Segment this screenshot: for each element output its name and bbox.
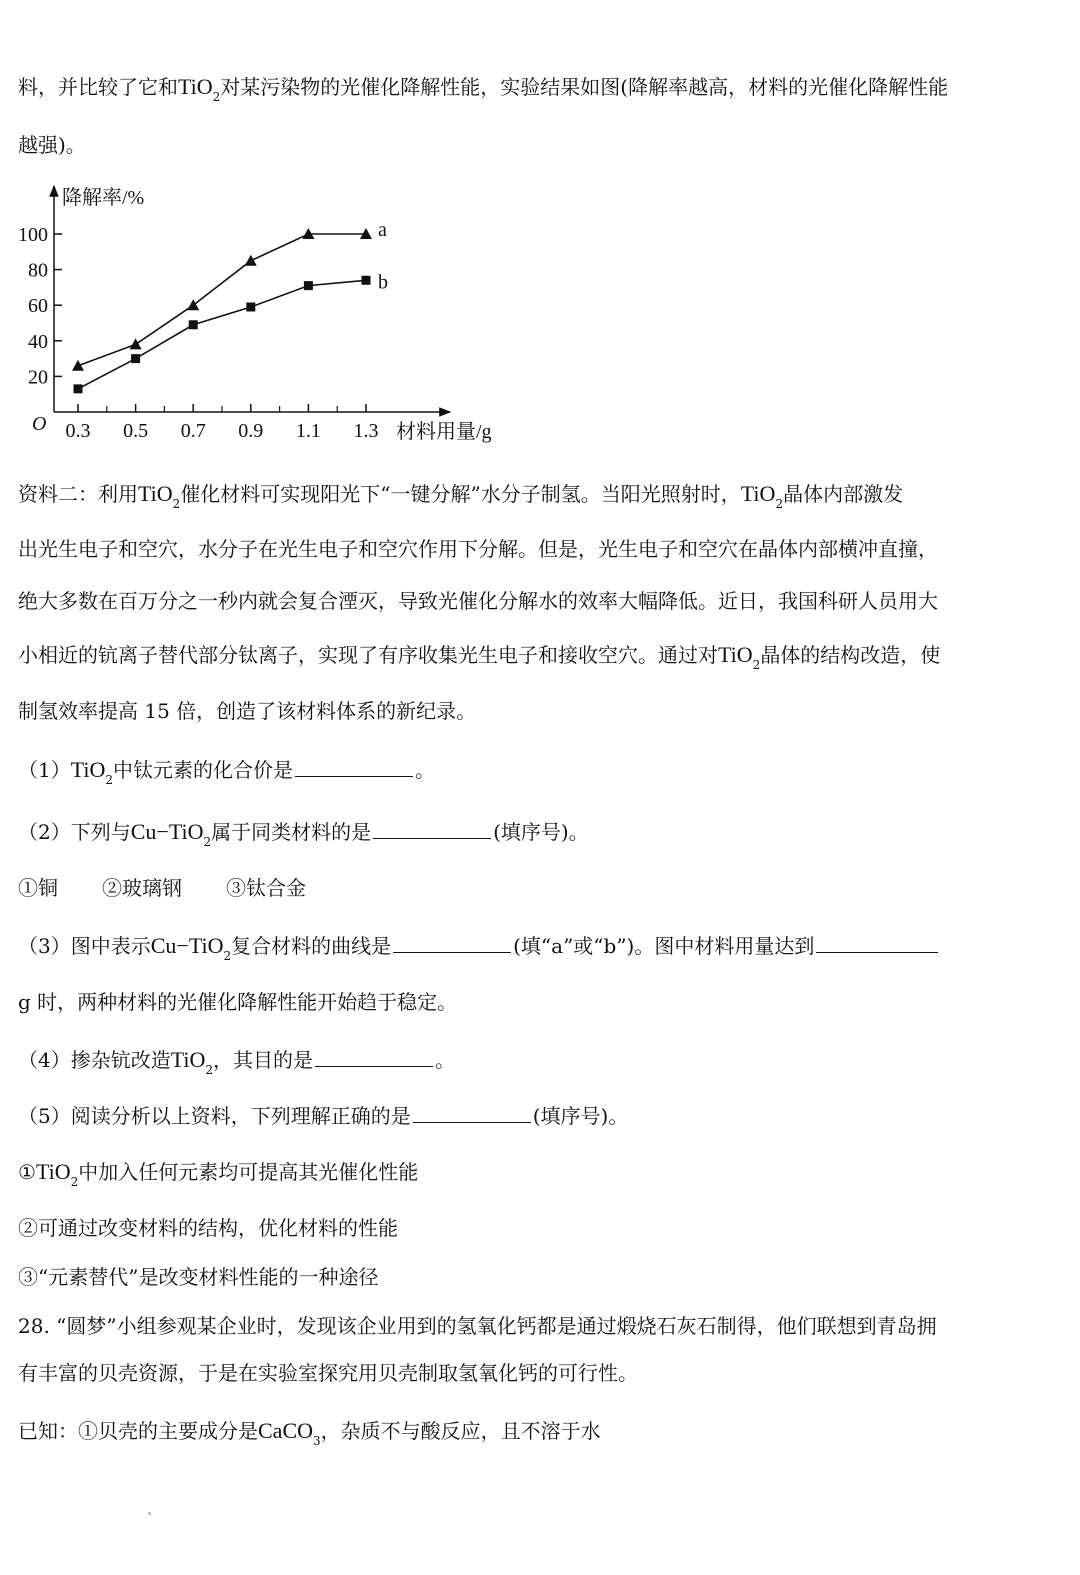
- question-3-cont: g 时，两种材料的光催化降解性能开始趋于稳定。: [18, 990, 458, 1014]
- data-point-b: [131, 354, 140, 363]
- y-tick-label: 20: [28, 366, 48, 389]
- x-tick-label: 0.7: [180, 420, 206, 442]
- question-5-option-1: [18, 1157, 1040, 1190]
- answer-blank[interactable]: [393, 930, 511, 953]
- answer-blank[interactable]: [295, 754, 413, 777]
- series-line-b: [78, 280, 366, 389]
- scan-speck: [148, 1512, 151, 1515]
- text-segment: 属于同类材料的是: [211, 820, 372, 844]
- subscript: 2: [105, 773, 114, 787]
- text-segment: ，杂质不与酸反应，且不溶于水: [320, 1419, 601, 1443]
- origin-label: O: [32, 413, 47, 435]
- x-tick-label: 1.1: [295, 420, 321, 442]
- text-segment: （1）: [18, 758, 71, 782]
- subscript: 2: [205, 1063, 214, 1077]
- series-line-a: [78, 234, 366, 366]
- text-segment: 资料二：利用: [18, 482, 138, 506]
- data-point-b: [304, 281, 313, 290]
- y-tick-label: 100: [18, 224, 48, 246]
- chem-formula: Cu−TiO: [150, 933, 224, 958]
- subscript: 2: [203, 835, 212, 849]
- data-point-b: [189, 320, 198, 329]
- text-segment: 。: [415, 758, 436, 782]
- chem-formula: TiO: [718, 642, 753, 667]
- answer-blank[interactable]: [816, 930, 938, 953]
- chem-formula: TiO: [170, 1047, 206, 1072]
- y-tick-label: 80: [28, 259, 48, 282]
- question-28-line: 有丰富的贝壳资源，于是在实验室探究用贝壳制取氢氧化钙的可行性。: [18, 1361, 638, 1385]
- text-segment: 已知：①贝壳的主要成分是: [18, 1419, 258, 1443]
- subscript: 2: [752, 658, 761, 672]
- option-item: ③钛合金: [226, 876, 306, 900]
- degradation-chart: [0, 180, 520, 450]
- question-28-known: [18, 1416, 1040, 1449]
- option-item: ①铜: [18, 876, 58, 900]
- question-28-line: 28. “圆梦”小组参观某企业时，发现该企业用到的氢氧化钙都是通过煅烧石灰石制得，他们联想到青岛拥: [18, 1314, 937, 1338]
- text-segment: （2）下列与: [18, 820, 131, 844]
- paragraph-line: 绝大多数在百万分之一秒内就会复合湮灭，导致光催化分解水的效率大幅降低。近日，我国科研人员用大: [18, 589, 938, 613]
- data-point-b: [362, 276, 371, 285]
- y-tick-label: 40: [28, 330, 48, 353]
- text-segment: 对某污染物的光催化降解性能，实验结果如图(降解率越高，材料的光催化降解性能: [220, 75, 949, 99]
- text-segment: （5）阅读分析以上资料，下列理解正确的是: [18, 1104, 411, 1128]
- data-point-a: [187, 299, 199, 310]
- question-5-option-3: ③“元素替代”是改变材料性能的一种途径: [18, 1265, 379, 1289]
- chem-formula: TiO: [178, 74, 213, 99]
- x-tick-label: 1.3: [353, 420, 379, 442]
- text-segment: （3）图中表示: [18, 934, 151, 958]
- text-segment: 小相近的钪离子替代部分钛离子，实现了有序收集光生电子和接收空穴。通过对: [18, 643, 718, 667]
- subscript: 2: [172, 497, 181, 511]
- data-point-a: [72, 360, 84, 371]
- chem-formula: TiO: [138, 481, 173, 506]
- data-point-b: [246, 302, 255, 311]
- subscript: 2: [70, 1175, 79, 1189]
- paragraph-line: 制氢效率提高 15 倍，创造了该材料体系的新纪录。: [18, 699, 477, 723]
- text-segment: （4）掺杂钪改造: [18, 1048, 171, 1072]
- paragraph-line: 越强)。: [18, 133, 86, 157]
- option-item: ②玻璃钢: [102, 876, 182, 900]
- question-4: [18, 1044, 1040, 1078]
- paragraph-line: [18, 72, 1040, 105]
- paragraph-line: 出光生电子和空穴，水分子在光生电子和空穴作用下分解。但是，光生电子和空穴在晶体内部横冲直撞，: [18, 537, 938, 561]
- text-segment: 。: [435, 1048, 456, 1072]
- data-point-b: [74, 384, 83, 393]
- text-segment: 晶体的结构改造，使: [760, 643, 941, 667]
- subscript: 2: [775, 497, 784, 511]
- text-segment: 催化材料可实现阳光下“一键分解”水分子制氢。当阳光照射时，: [180, 482, 741, 506]
- text-segment: 晶体内部激发: [783, 482, 904, 506]
- subscript: 2: [223, 949, 232, 963]
- chem-formula: TiO: [35, 1159, 71, 1184]
- data-point-a: [130, 338, 142, 349]
- y-axis-label: 降解率/%: [62, 187, 145, 209]
- question-1: [18, 754, 1040, 788]
- chem-formula: TiO: [70, 757, 106, 782]
- subscript: 2: [212, 90, 221, 104]
- text-segment: 中加入任何元素均可提高其光催化性能: [78, 1160, 419, 1184]
- x-tick-label: 0.5: [123, 420, 149, 442]
- chem-formula: TiO: [740, 481, 776, 506]
- data-point-a: [245, 255, 257, 266]
- answer-blank[interactable]: [373, 816, 491, 839]
- question-5: [18, 1100, 1040, 1131]
- answer-blank[interactable]: [413, 1100, 531, 1123]
- paragraph-line: [18, 479, 1040, 512]
- text-segment: (填序号)。: [493, 820, 589, 844]
- answer-blank[interactable]: [315, 1044, 433, 1067]
- text-segment: 复合材料的曲线是: [231, 934, 392, 958]
- series-label-a: a: [378, 219, 387, 241]
- question-2-options: [18, 873, 1040, 903]
- text-segment: (填“a”或“b”)。图中材料用量达到: [513, 934, 815, 958]
- x-axis-label: 材料用量/g: [396, 421, 492, 443]
- text-segment: (填序号)。: [532, 1104, 629, 1128]
- x-tick-label: 0.3: [65, 420, 91, 442]
- text-segment: 料，并比较了它和: [18, 75, 178, 99]
- series-label-b: b: [378, 271, 388, 294]
- question-2: [18, 816, 1040, 850]
- text-segment: ，其目的是: [213, 1048, 314, 1072]
- paragraph-line: [18, 640, 1040, 673]
- text-segment: ①: [18, 1160, 36, 1184]
- question-5-option-2: ②可通过改变材料的结构，优化材料的性能: [18, 1216, 398, 1240]
- x-tick-label: 0.9: [238, 420, 264, 442]
- chem-formula: Cu−TiO: [130, 819, 204, 844]
- chem-formula: CaCO: [258, 1418, 313, 1443]
- question-3: [18, 930, 1040, 964]
- text-segment: 中钛元素的化合价是: [113, 758, 294, 782]
- y-tick-label: 60: [28, 295, 48, 318]
- subscript: 3: [313, 1434, 321, 1448]
